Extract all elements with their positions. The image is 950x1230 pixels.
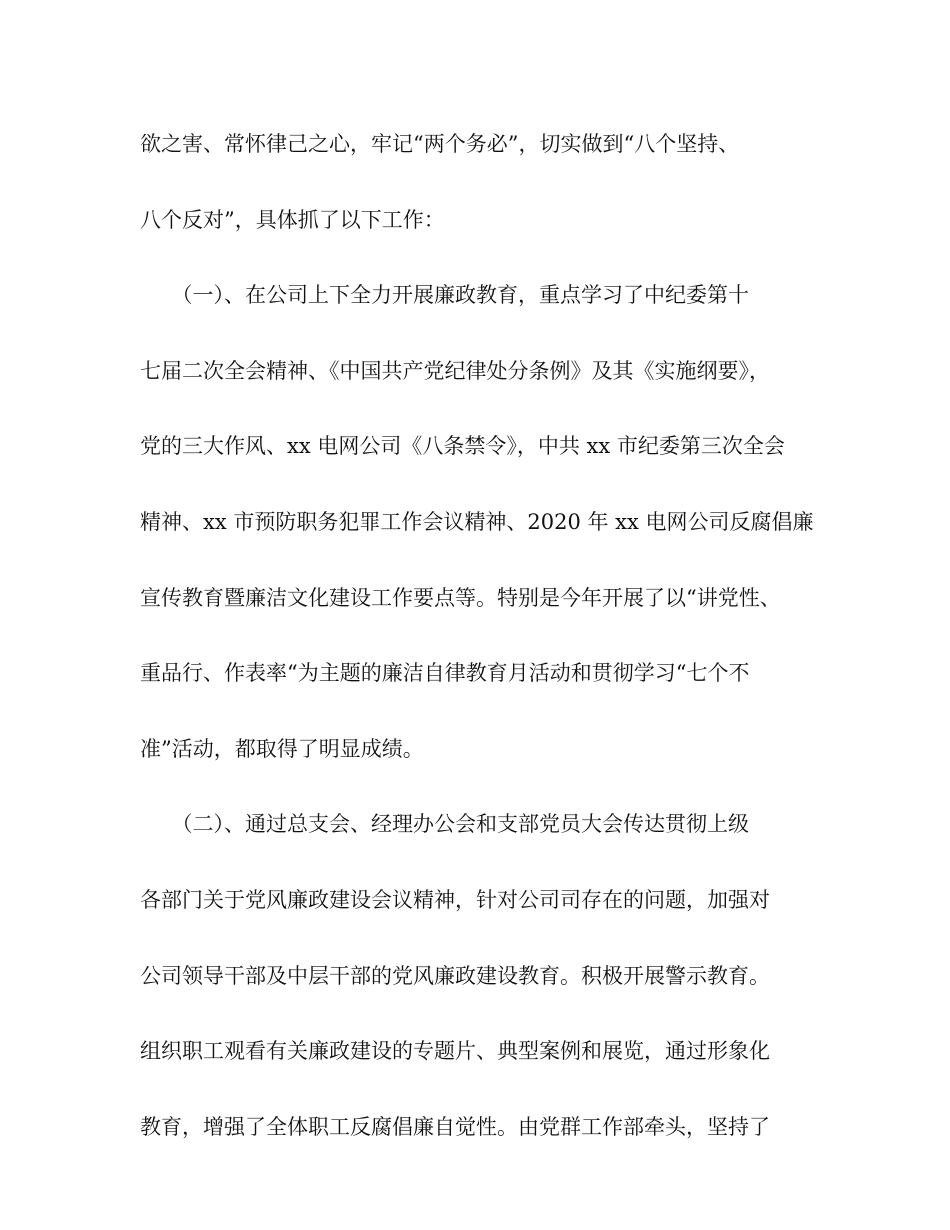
text-line: 党的三大作风、xx 电网公司《八条禁令》，中共 xx 市纪委第三次全会 <box>140 434 785 459</box>
text-line: 准”活动，都取得了明显成绩。 <box>140 736 424 761</box>
paragraph-2-start: （二）、通过总支会、经理办公会和支部党员大会传达贯彻上级 <box>140 812 749 837</box>
text-line: 精神、xx 市预防职务犯罪工作会议精神、2020 年 xx 电网公司反腐倡廉 <box>140 509 814 534</box>
text-line: 欲之害、常怀律己之心，牢记“两个务必”，切实做到“八个坚持、 <box>140 132 740 156</box>
text-line: 组织职工观看有关廉政建设的专题片、典型案例和展览，通过形象化 <box>140 1039 770 1064</box>
text-line: 七届二次全会精神、《中国共产党纪律处分条例》及其《实施纲要》， <box>140 358 770 383</box>
text-line: 重品行、作表率“为主题的廉洁自律教育月活动和贯彻学习“七个不 <box>140 661 750 686</box>
text-line: 八个反对”，具体抓了以下工作： <box>140 207 445 232</box>
paragraph-1-start: （一）、在公司上下全力开展廉政教育，重点学习了中纪委第十 <box>140 283 749 308</box>
body-text <box>140 122 816 1180</box>
text-line: 宣传教育暨廉洁文化建设工作要点等。特别是今年开展了以“讲党性、 <box>140 585 781 610</box>
text-line: 公司领导干部及中层干部的党风廉政建设教育。积极开展警示教育。 <box>140 963 770 988</box>
text-line: 各部门关于党风廉政建设会议精神，针对公司司存在的问题，加强对 <box>140 887 770 912</box>
text-line: 教育，增强了全体职工反腐倡廉自觉性。由党群工作部牵头，坚持了 <box>140 1114 770 1139</box>
